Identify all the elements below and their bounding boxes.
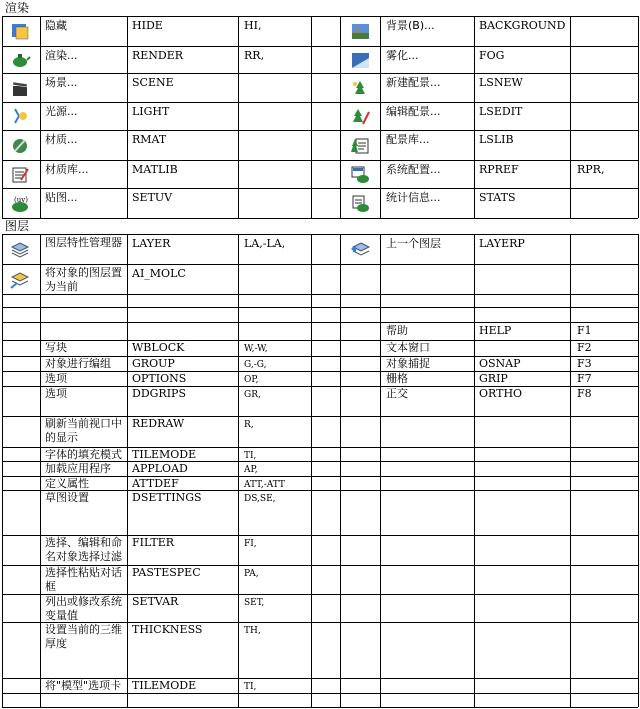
command-alias: G,-G, xyxy=(244,360,267,370)
command-name: 草图设置 xyxy=(45,491,89,504)
command-keyword: DSETTINGS xyxy=(132,491,202,504)
command-alias xyxy=(244,105,309,129)
command-keyword: PASTESPEC xyxy=(132,566,201,579)
command-keyword: WBLOCK xyxy=(132,341,185,354)
command-keyword: BACKGROUND xyxy=(479,19,566,32)
grid-line-vertical xyxy=(2,322,3,707)
command-alias xyxy=(577,19,636,45)
command-keyword: LSNEW xyxy=(479,76,523,89)
grid-line-vertical xyxy=(40,234,41,322)
command-keyword: ORTHO xyxy=(479,387,523,400)
grid-line-vertical xyxy=(311,16,312,218)
grid-line-horizontal xyxy=(2,218,638,219)
command-keyword: DDGRIPS xyxy=(132,387,186,400)
light-icon xyxy=(9,106,31,126)
fog-icon xyxy=(349,50,371,70)
command-alias: DS,SE, xyxy=(244,494,276,504)
command-name: 编辑配景... xyxy=(386,105,441,118)
grid-line-horizontal xyxy=(2,264,638,265)
grid-line-horizontal xyxy=(2,294,638,295)
grid-line-horizontal xyxy=(2,188,638,189)
grid-line-vertical xyxy=(2,16,3,218)
grid-line-vertical xyxy=(40,322,41,707)
grid-line-vertical xyxy=(127,16,128,218)
grid-line-horizontal xyxy=(2,160,638,161)
grid-line-vertical xyxy=(238,322,239,707)
command-keyword: THICKNESS xyxy=(132,623,203,636)
grid-line-horizontal xyxy=(2,307,638,308)
command-alias: RPR, xyxy=(577,163,605,176)
new-landscape-icon xyxy=(349,78,371,98)
command-name: 光源... xyxy=(45,105,78,118)
command-keyword: LIGHT xyxy=(132,105,170,118)
material-library-icon xyxy=(9,164,31,184)
command-keyword: ATTDEF xyxy=(132,477,179,489)
grid-line-horizontal xyxy=(2,322,638,323)
grid-line-horizontal xyxy=(2,130,638,131)
command-name: 帮助 xyxy=(386,324,408,337)
grid-line-vertical xyxy=(638,322,639,707)
command-alias xyxy=(577,105,636,129)
edit-landscape-icon xyxy=(349,106,371,126)
command-name: 刷新当前视口中的显示 xyxy=(45,417,122,444)
grid-line-horizontal xyxy=(2,707,638,708)
command-keyword: STATS xyxy=(479,191,516,204)
grid-line-vertical xyxy=(638,234,639,322)
command-keyword: LSLIB xyxy=(479,133,514,146)
command-alias: ATT,-ATT xyxy=(244,480,285,489)
grid-line-vertical xyxy=(40,16,41,218)
command-name: 新建配景... xyxy=(386,76,441,89)
command-alias xyxy=(577,76,636,101)
grid-line-vertical xyxy=(127,322,128,707)
command-alias xyxy=(244,76,309,101)
landscape-library-icon xyxy=(349,135,371,155)
command-name: 对象进行编组 xyxy=(45,357,111,370)
grid-line-vertical xyxy=(570,16,571,218)
command-keyword: FOG xyxy=(479,49,505,62)
layer-manager-icon xyxy=(9,239,31,259)
command-name: 对象捕捉 xyxy=(386,357,430,370)
command-alias xyxy=(244,133,309,159)
command-alias: TH, xyxy=(244,626,261,636)
command-alias: GR, xyxy=(244,390,261,400)
command-alias: R, xyxy=(244,420,254,430)
hide-icon xyxy=(9,21,31,41)
command-alias: HI, xyxy=(244,19,262,32)
command-name: 选项 xyxy=(45,372,67,385)
grid-line-vertical xyxy=(311,234,312,322)
grid-line-vertical xyxy=(2,234,3,322)
command-name: 场景... xyxy=(45,76,78,89)
command-name: 写块 xyxy=(45,341,67,354)
command-alias xyxy=(244,191,309,217)
command-name: 贴图... xyxy=(45,191,78,204)
command-alias: TI, xyxy=(244,682,257,692)
command-keyword: RENDER xyxy=(132,49,184,62)
command-keyword: HELP xyxy=(479,324,512,337)
command-alias xyxy=(577,191,636,217)
command-alias: F3 xyxy=(577,357,592,370)
grid-line-horizontal xyxy=(2,73,638,74)
grid-line-vertical xyxy=(238,234,239,322)
command-name: 字体的填充模式 xyxy=(45,448,122,460)
command-keyword: SETUV xyxy=(132,191,173,204)
grid-line-horizontal xyxy=(2,234,638,235)
grid-line-vertical xyxy=(238,16,239,218)
section-title-layer: 图层 xyxy=(5,219,30,233)
command-name: 选择性粘贴对话框 xyxy=(45,566,122,593)
command-name: 雾化... xyxy=(386,49,419,62)
command-alias: TI, xyxy=(244,451,257,460)
command-name: 配景库... xyxy=(386,133,430,146)
material-icon xyxy=(9,135,31,155)
command-name: 栅格 xyxy=(386,372,408,385)
command-name: 背景(B)... xyxy=(386,19,435,32)
command-name: 材质... xyxy=(45,133,78,146)
command-alias: RR, xyxy=(244,49,265,62)
command-keyword: TILEMODE xyxy=(132,679,197,692)
command-alias: PA, xyxy=(244,569,259,579)
grid-line-vertical xyxy=(380,234,381,322)
grid-line-horizontal xyxy=(2,693,638,694)
command-keyword: SETVAR xyxy=(132,595,179,608)
command-name: 渲染... xyxy=(45,49,78,62)
command-keyword: LAYERP xyxy=(479,237,525,250)
command-alias: OP, xyxy=(244,375,259,385)
command-name: 统计信息... xyxy=(386,191,441,204)
command-name: 选项 xyxy=(45,387,67,400)
mapping-uv-icon xyxy=(9,193,31,213)
command-alias: AP, xyxy=(244,465,258,475)
command-keyword: SCENE xyxy=(132,76,174,89)
command-name: 定义属性 xyxy=(45,477,89,489)
command-name: 加载应用程序 xyxy=(45,462,111,475)
command-name: 图层特性管理器 xyxy=(45,236,122,249)
grid-line-vertical xyxy=(570,234,571,322)
command-keyword: OSNAP xyxy=(479,357,521,370)
command-name: 选择、编辑和命名对象选择过滤 xyxy=(45,536,122,563)
grid-line-horizontal xyxy=(2,102,638,103)
background-icon xyxy=(349,21,371,41)
command-alias xyxy=(244,267,309,293)
grid-line-vertical xyxy=(380,322,381,707)
command-keyword: REDRAW xyxy=(132,417,185,430)
command-keyword: MATLIB xyxy=(132,163,178,176)
command-keyword: RPREF xyxy=(479,163,519,176)
grid-line-vertical xyxy=(638,16,639,218)
command-keyword: RMAT xyxy=(132,133,167,146)
command-alias: F7 xyxy=(577,372,592,385)
render-teapot-icon xyxy=(9,50,31,70)
command-alias: FI, xyxy=(244,539,257,549)
command-keyword xyxy=(479,341,568,355)
layer-previous-icon xyxy=(349,239,371,259)
command-alias xyxy=(577,133,636,159)
grid-line-vertical xyxy=(474,16,475,218)
grid-line-vertical xyxy=(340,234,341,322)
command-alias: SET, xyxy=(244,598,265,608)
scene-clapper-icon xyxy=(9,78,31,98)
grid-line-horizontal xyxy=(2,16,638,17)
grid-line-vertical xyxy=(340,322,341,707)
command-name: 将"模型"选项卡 xyxy=(45,679,122,692)
command-name: 系统配置... xyxy=(386,163,441,176)
command-keyword: LAYER xyxy=(132,237,171,250)
command-name: 正交 xyxy=(386,387,408,400)
command-alias xyxy=(244,163,309,187)
grid-line-vertical xyxy=(127,234,128,322)
command-keyword: GRIP xyxy=(479,372,508,385)
command-keyword: LSEDIT xyxy=(479,105,523,118)
statistics-icon xyxy=(349,193,371,213)
command-alias: F1 xyxy=(577,324,592,337)
command-alias: F8 xyxy=(577,387,592,400)
grid-line-vertical xyxy=(380,16,381,218)
grid-line-vertical xyxy=(474,322,475,707)
grid-line-horizontal xyxy=(2,46,638,47)
section-title-render: 渲染 xyxy=(5,1,30,15)
grid-line-vertical xyxy=(570,322,571,707)
command-name: 材质库... xyxy=(45,163,89,176)
command-keyword: AI_MOLC xyxy=(132,267,186,280)
command-keyword: FILTER xyxy=(132,536,175,549)
command-alias: F2 xyxy=(577,341,592,354)
svg-text:(uv): (uv) xyxy=(14,196,28,204)
make-object-layer-current-icon xyxy=(9,269,31,289)
command-name: 设置当前的三维厚度 xyxy=(45,623,122,650)
command-alias: LA,-LA, xyxy=(244,237,286,250)
command-name: 列出或修改系统变量值 xyxy=(45,595,122,621)
grid-line-vertical xyxy=(340,16,341,218)
command-name: 上一个图层 xyxy=(386,237,441,250)
command-keyword: APPLOAD xyxy=(132,462,188,475)
command-keyword: GROUP xyxy=(132,357,175,370)
command-name: 隐藏 xyxy=(45,19,67,32)
command-keyword: HIDE xyxy=(132,19,163,32)
grid-line-vertical xyxy=(474,234,475,322)
render-preferences-icon xyxy=(349,164,371,184)
command-alias: W,-W, xyxy=(244,344,268,354)
command-keyword: OPTIONS xyxy=(132,372,187,385)
command-name: 将对象的图层置为当前 xyxy=(45,266,122,293)
grid-line-vertical xyxy=(311,322,312,707)
command-alias xyxy=(577,49,636,72)
command-keyword: TILEMODE xyxy=(132,448,197,460)
command-name: 文本窗口 xyxy=(386,341,430,354)
